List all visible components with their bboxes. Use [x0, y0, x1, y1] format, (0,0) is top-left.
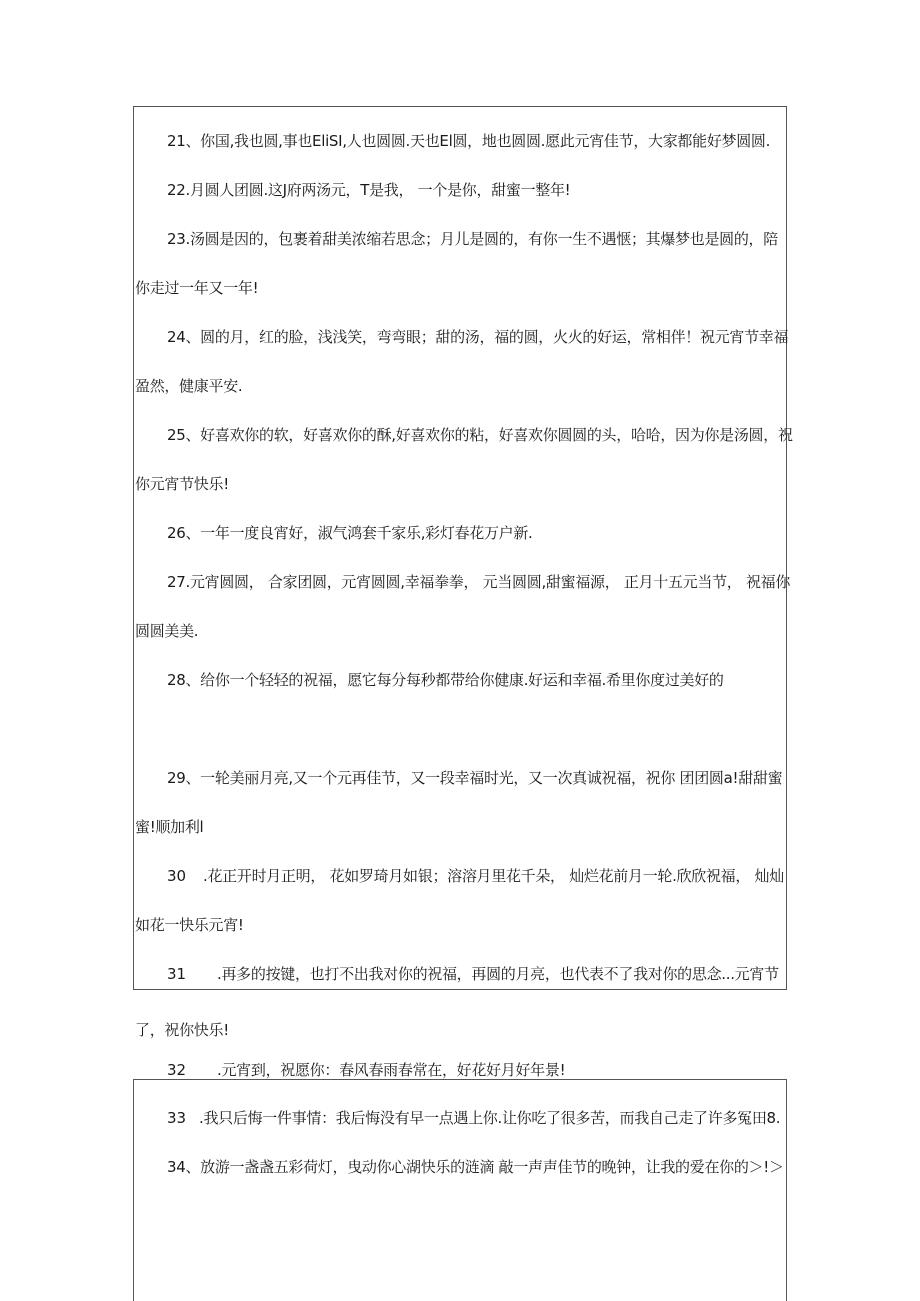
paragraph-24-line-2: 盈然，健康平安.: [135, 377, 243, 395]
paragraph-33-number: 33: [167, 1109, 187, 1127]
paragraph-33: .我只后悔一件事情：我后悔没有早一点遇上你.让你吃了很多苦，而我自己走了许多冤田8.: [199, 1109, 781, 1127]
paragraph-22: 22.月圆人团圆.这J府两汤元，T是我， 一个是你，甜蜜一整年!: [167, 181, 571, 199]
paragraph-24-line-1: 24、圆的月，红的脸，浅浅笑，弯弯眼；甜的汤，福的圆，火火的好运，常相伴！祝元宵节幸福: [167, 328, 789, 346]
paragraph-32-number: 32: [167, 1061, 187, 1079]
paragraph-30-number: 30: [167, 867, 187, 885]
paragraph-27-line-1: 27.元宵圆圆， 合家团圆，元宵圆圆,幸福拳拳， 元当圆圆,甜蜜福源， 正月十五元当节， 祝福你: [167, 573, 791, 591]
paragraph-30-line-1: .花正开时月正明， 花如罗琦月如银；溶溶月里花千朵， 灿烂花前月一轮.欣欣祝福， 灿灿: [203, 867, 784, 885]
paragraph-27-line-2: 圆圆美美.: [135, 622, 199, 640]
paragraph-28: 28、给你一个轻轻的祝福，愿它每分每秒都带给你健康.好运和幸福.希里你度过美好的: [167, 671, 724, 689]
paragraph-21: 21、你国,我也圆,事也EliSI,人也圆圆.天也El圆，地也圆圆.愿此元宵佳节，大家都能好梦圆圆.: [167, 132, 771, 150]
paragraph-23-line-2: 你走过一年又一年!: [135, 279, 259, 297]
paragraph-31-line-2: 了，祝你快乐!: [135, 1021, 229, 1039]
paragraph-34: 34、放游一盏盏五彩荷灯，曳动你心湖快乐的涟滴 敲一声声佳节的晚钟，让我的爱在你的＞!＞: [167, 1158, 784, 1176]
paragraph-29-line-1: 29、一轮美丽月亮,又一个元再佳节，又一段幸福时光，又一次真诚祝福，祝你 团团圆a!甜甜蜜: [167, 769, 783, 787]
paragraph-32: .元宵到，祝愿你：春风春雨春常在，好花好月好年景!: [217, 1061, 566, 1079]
paragraph-30-line-2: 如花一快乐元宵!: [135, 916, 244, 934]
paragraph-26: 26、一年一度良宵好，淑气鸿套千家乐,彩灯春花万户新.: [167, 524, 533, 542]
paragraph-31-line-1: .再多的按键，也打不出我对你的祝福，再圆的月亮，也代表不了我对你的思念...元宵节: [217, 965, 779, 983]
paragraph-25-line-2: 你元宵节快乐!: [135, 475, 229, 493]
paragraph-23-line-1: 23.汤圆是因的，包裹着甜美浓缩若思念；月儿是圆的，有你一生不遇惬；其爆梦也是圆的，陪: [167, 230, 778, 248]
paragraph-25-line-1: 25、好喜欢你的软，好喜欢你的酥,好喜欢你的粘，好喜欢你圆圆的头，哈哈，因为你是汤圆，祝: [167, 426, 793, 444]
paragraph-31-number: 31: [167, 965, 187, 983]
paragraph-29-line-2: 蜜!顺加利l: [135, 818, 204, 836]
